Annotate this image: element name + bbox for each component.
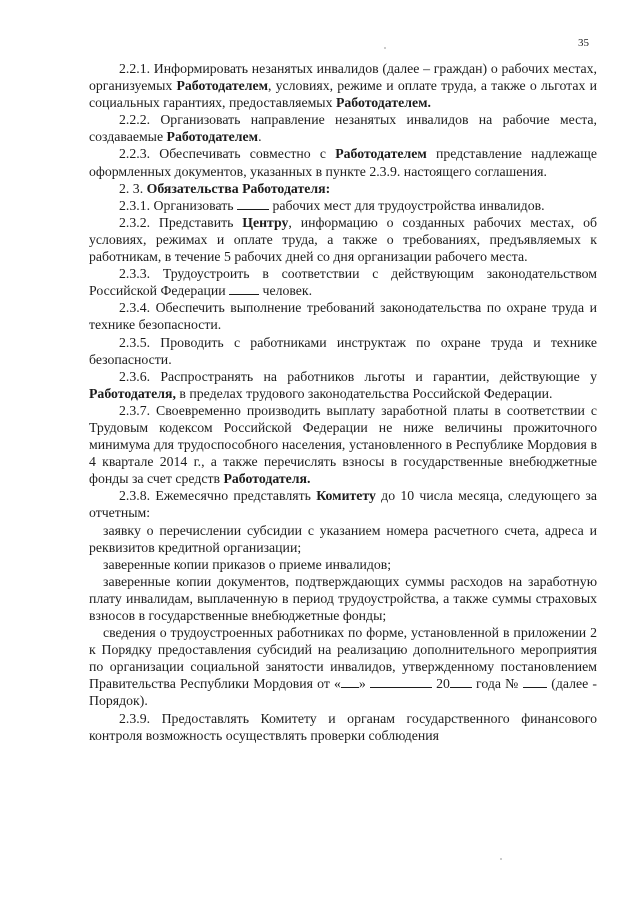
clause-text: Обеспечивать совместно с xyxy=(159,146,336,162)
fill-in-blank xyxy=(341,675,359,688)
clause-text: года № xyxy=(476,676,519,692)
clause-2-3-8 xyxy=(89,487,597,521)
party-employer: Работодателем xyxy=(335,146,427,162)
document-body xyxy=(89,60,597,744)
party-committee: Комитету xyxy=(316,488,376,504)
clause-text: Информировать незанятых инвалидов (далее – граждан) о рабочих местах, организуемых xyxy=(89,61,597,94)
clause-text: рабочих мест для трудоустройства инвалидов. xyxy=(272,197,545,213)
clause-number: 2.2.2. xyxy=(119,112,151,128)
clause-2-2-3 xyxy=(89,145,597,179)
party-employer: Работодателем. xyxy=(335,95,431,111)
clause-2-2-1 xyxy=(89,60,597,111)
clause-text: представление надлежаще оформленных документов, указанных в пункте 2.3.9. настоящего соглашения. xyxy=(89,146,597,179)
clause-text: , условиях, режиме и оплате труда, а также о льготах и социальных гарантиях, предоставляемых xyxy=(89,78,597,111)
fill-in-blank xyxy=(229,282,259,295)
party-employer: Работодателем xyxy=(166,129,259,145)
clause-number: 2.3.5. xyxy=(119,334,151,350)
clause-text: Обеспечить выполнение требований законодательства по охране труда и технике безопасности. xyxy=(89,300,598,333)
clause-text: Предоставлять Комитету и органам государственного финансового контроля возможность осуществлять проверки соблюдения xyxy=(89,710,597,743)
scan-speck xyxy=(384,47,386,49)
clause-text: Трудоустроить в соответствии с действующим законодательством Российской Федерации xyxy=(89,266,598,299)
clause-2-3-2 xyxy=(89,214,597,265)
clause-text: Распространять на работников льготы и гарантии, действующие у xyxy=(160,368,597,384)
clause-2-3-1 xyxy=(89,197,597,214)
page-number: 35 xyxy=(578,37,589,49)
fill-in-blank xyxy=(450,675,472,688)
clause-number: 2.2.1. xyxy=(119,61,151,76)
clause-text: Организовать направление незанятых инвалидов на рабочие места, создаваемые xyxy=(89,112,598,145)
clause-text: Своевременно производить выплату заработной платы в соответствии с Трудовым кодексом Российской Федерации не ниже величины прожиточного минимума для трудоспособного населения, установленного в Республике Мордовия в 4 квартале 2014 г., а также перечислять взносы в государственные внебюджетные фонды за счет средств xyxy=(89,402,598,487)
clause-text: Ежемесячно представлять xyxy=(155,488,317,504)
clause-text: до 10 числа месяца, следующего за отчетным: xyxy=(89,488,598,521)
clause-text: , информацию о созданных рабочих местах, об условиях, режимах и оплате труда, а также о требованиях, предъявляемых к работникам, в течение 5 рабочих дней со дня организации рабочего места. xyxy=(89,214,597,265)
fill-in-blank xyxy=(370,675,432,688)
clause-number: 2.3.4. xyxy=(119,300,151,316)
clause-2-3-4 xyxy=(89,299,597,333)
clause-number: 2.3.1. xyxy=(119,197,151,213)
section-2-3-heading xyxy=(89,180,597,197)
clause-text: . xyxy=(258,129,262,145)
list-item-employee-info xyxy=(89,624,597,709)
clause-text: человек. xyxy=(262,283,313,299)
clause-text: (далее - Порядок). xyxy=(89,676,598,709)
party-employer: Работодателя, xyxy=(89,385,176,401)
clause-text: сведения о трудоустроенных работниках по форме, установленной в приложении 2 к Порядку предоставления субсидий на реализацию дополнительного мероприятия по организации социальной занятости инвалидов, утвержденному постановлением Правительства Республики Мордовия от « xyxy=(89,625,597,692)
clause-number: 2.3.9. xyxy=(119,710,151,726)
clause-number: 2.3.3. xyxy=(119,266,151,282)
party-employer: Работодателя. xyxy=(223,471,311,487)
party-center: Центру xyxy=(242,214,289,230)
section-title: Обязательства Работодателя: xyxy=(146,180,331,196)
clause-text: 20 xyxy=(436,676,450,692)
clause-2-3-5 xyxy=(89,334,597,368)
fill-in-blank xyxy=(523,675,547,688)
clause-number: 2.2.3. xyxy=(119,146,151,162)
clause-2-3-7 xyxy=(89,402,597,487)
fill-in-blank xyxy=(237,197,269,210)
list-item-subsidy-request: заявку о перечислении субсидии с указанием номера расчетного счета, адреса и реквизитов кредитной организации; xyxy=(89,522,597,555)
clause-number: 2.3.6. xyxy=(119,368,151,384)
clause-number: 2.3.2. xyxy=(119,214,151,230)
clause-text: » xyxy=(358,676,366,692)
clause-2-3-9 xyxy=(89,710,597,744)
clause-number: 2.3.7. xyxy=(119,402,151,418)
clause-2-3-6 xyxy=(89,368,597,402)
clause-text: Организовать xyxy=(153,197,234,213)
clause-text: Представить xyxy=(158,214,243,230)
clause-number: 2.3.8. xyxy=(119,488,151,504)
clause-2-3-3 xyxy=(89,265,597,299)
clause-text: в пределах трудового законодательства Российской Федерации. xyxy=(175,385,553,401)
clause-2-2-2 xyxy=(89,111,597,145)
clause-text: Проводить с работниками инструктаж по охране труда и технике безопасности. xyxy=(89,334,597,367)
party-employer: Работодателем xyxy=(176,78,268,94)
section-number: 2. 3. xyxy=(119,180,144,196)
list-item-hiring-orders: заверенные копии приказов о приеме инвалидов; xyxy=(103,556,392,572)
scan-speck xyxy=(500,858,502,860)
list-item-expense-documents: заверенные копии документов, подтверждающих суммы расходов на заработную плату инвалидам, выплаченную в период трудоустройства, а также суммы страховых взносов в государственные внебюджетные фонды; xyxy=(89,573,597,623)
